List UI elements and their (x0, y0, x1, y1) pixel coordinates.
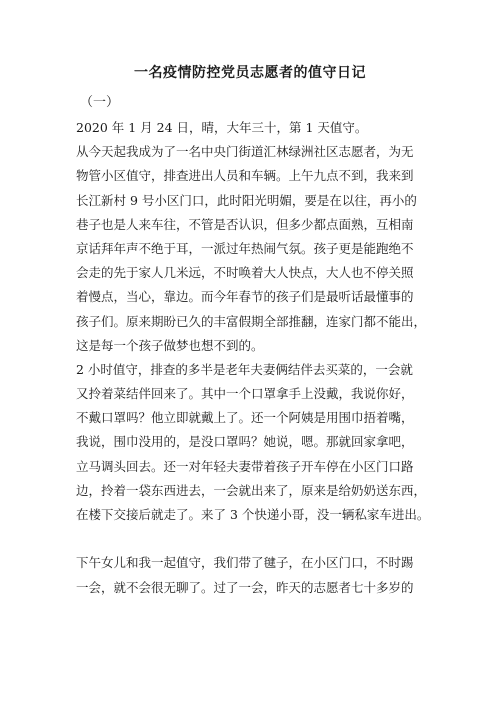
text-line: 下午女儿和我一起值守，我们带了毽子，在小区门口，不时踢 (76, 555, 414, 571)
text-line: 立马调头回去。还一对年轻夫妻带着孩子开车停在小区门口路 (76, 458, 414, 474)
text-line: 巷子也是人来车往，不管是否认识，但多少都点面熟，互相南 (76, 216, 414, 232)
text-line: 我说，围巾没用的，是没口罩吗？她说，嗯。那就回家拿吧， (76, 434, 414, 450)
text-line: 边，拎着一袋东西进去，一会就出来了，原来是给奶奶送东西， (76, 482, 427, 498)
text-line: 不戴口罩吗？他立即就戴上了。还一个阿姨是用围巾捂着嘴， (76, 410, 414, 426)
text-line: 从今天起我成为了一名中央门街道汇林绿洲社区志愿者，为无 (76, 144, 414, 160)
text-line: 这是每一个孩子做梦也想不到的。 (76, 337, 264, 353)
text-line: 在楼下交接后就走了。来了 3 个快递小哥，没一辆私家车进出。 (76, 507, 430, 522)
diary-body (76, 116, 430, 600)
text-line: 又拎着菜结伴回来了。其中一个口罩拿手上没戴，我说你好， (76, 386, 414, 402)
text-line: 2 小时值守，排查的多半是老年夫妻俩结伴去买菜的，一会就 (76, 361, 413, 377)
text-line: 一会，就不会很无聊了。过了一会，昨天的志愿者七十多岁的 (76, 579, 414, 595)
document-title: 一名疫情防控党员志愿者的值守日记 (134, 65, 366, 81)
text-line: 京话拜年声不绝于耳，一派过年热闹气氛。孩子更是能跑绝不 (76, 240, 414, 256)
section-label: （一） (80, 95, 120, 110)
blank-line (76, 527, 426, 551)
text-line: 2020 年 1 月 24 日，晴，大年三十，第 1 天值守。 (76, 120, 368, 135)
text-line: 会走的先于家人几米远，不时唤着大人快点，大人也不停关照 (76, 265, 414, 281)
text-line: 孩子们。原来期盼已久的丰富假期全部推翻，连家门都不能出， (76, 313, 427, 329)
text-line: 长江新村 9 号小区门口，此时阳光明媚，要是在以往，再小的 (76, 192, 417, 208)
text-line: 物管小区值守，排查进出人员和车辆。上午九点不到，我来到 (76, 168, 414, 184)
text-line: 着慢点，当心，靠边。而今年春节的孩子们是最听话最懂事的 (76, 289, 414, 305)
